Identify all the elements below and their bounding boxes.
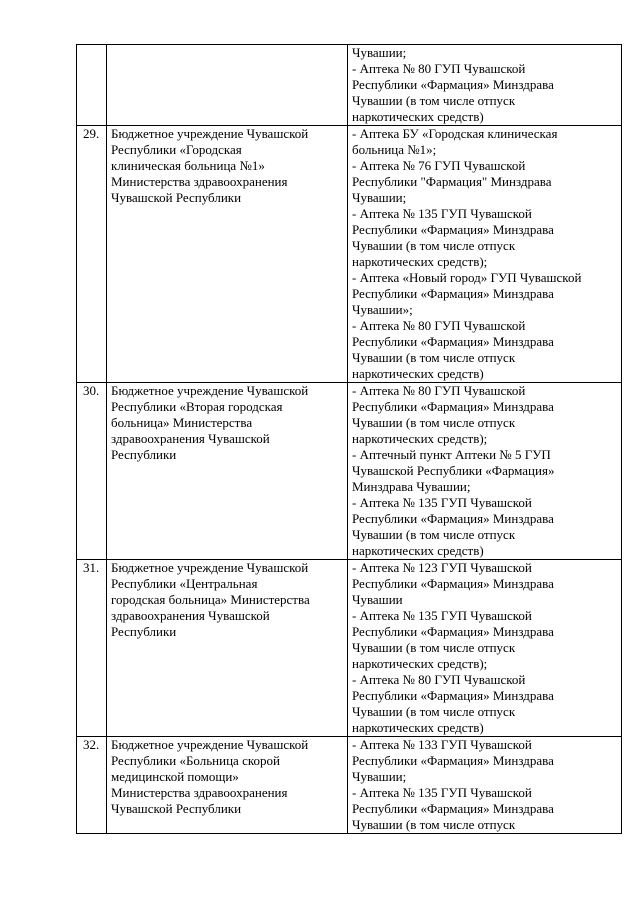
pharmacy-text-line: Чувашии (в том числе отпуск bbox=[352, 527, 516, 542]
pharmacy-text-line: наркотических средств) bbox=[352, 109, 484, 124]
pharmacy-text-line: Чувашии (в том числе отпуск bbox=[352, 238, 516, 253]
pharmacy-cell bbox=[348, 560, 622, 737]
table-row bbox=[77, 383, 622, 560]
institution-text-line: Бюджетное учреждение Чувашской bbox=[111, 560, 309, 575]
pharmacy-cell bbox=[348, 126, 622, 383]
table-row bbox=[77, 126, 622, 383]
pharmacy-text-line: Республики «Фармация» Минздрава bbox=[352, 334, 554, 349]
institution-text-line: Республики bbox=[111, 447, 177, 462]
institution-text-line: Республики bbox=[111, 624, 177, 639]
table-row bbox=[77, 560, 622, 737]
row-number-cell bbox=[77, 737, 107, 834]
institution-text-line: Республики «Вторая городская bbox=[111, 399, 283, 414]
row-number-cell bbox=[77, 560, 107, 737]
pharmacy-text-line: Республики «Фармация» Минздрава bbox=[352, 399, 554, 414]
pharmacy-text-line: Чувашии»; bbox=[352, 302, 413, 317]
pharmacy-text-line: Чувашии bbox=[352, 592, 403, 607]
pharmacy-text-line: наркотических средств); bbox=[352, 656, 488, 671]
table-body bbox=[77, 45, 622, 834]
pharmacy-text-line: - Аптека № 80 ГУП Чувашской bbox=[352, 61, 526, 76]
pharmacy-text-line: Республики «Фармация» Минздрава bbox=[352, 286, 554, 301]
pharmacy-text-line: Чувашской Республики «Фармация» bbox=[352, 463, 555, 478]
table-row bbox=[77, 45, 622, 126]
pharmacy-text-line: - Аптека № 80 ГУП Чувашской bbox=[352, 318, 526, 333]
pharmacy-cell bbox=[348, 45, 622, 126]
pharmacy-text-line: Республики "Фармация" Минздрава bbox=[352, 174, 552, 189]
institution-text-line: клиническая больница №1» bbox=[111, 158, 265, 173]
institution-text-line: Бюджетное учреждение Чувашской bbox=[111, 126, 309, 141]
institution-text-line: здравоохранения Чувашской bbox=[111, 608, 270, 623]
pharmacy-cell bbox=[348, 383, 622, 560]
pharmacy-text-line: - Аптека № 80 ГУП Чувашской bbox=[352, 383, 526, 398]
pharmacy-text-line: Чувашии (в том числе отпуск bbox=[352, 817, 516, 832]
pharmacy-text-line: Республики «Фармация» Минздрава bbox=[352, 222, 554, 237]
institution-cell bbox=[107, 560, 348, 737]
institution-text-line: медицинской помощи» bbox=[111, 769, 239, 784]
pharmacy-text-line: Республики «Фармация» Минздрава bbox=[352, 77, 554, 92]
institution-text-line: Республики «Больница скорой bbox=[111, 753, 280, 768]
pharmacy-text-line: - Аптека БУ «Городская клиническая bbox=[352, 126, 558, 141]
institution-text-line: больница» Министерства bbox=[111, 415, 253, 430]
institution-text-line: Республики «Городская bbox=[111, 142, 242, 157]
pharmacy-text-line: Чувашии; bbox=[352, 45, 407, 60]
row-number bbox=[83, 45, 106, 61]
row-number-cell bbox=[77, 126, 107, 383]
institution-text-line: Бюджетное учреждение Чувашской bbox=[111, 383, 309, 398]
pharmacy-text-line: - Аптека № 135 ГУП Чувашской bbox=[352, 608, 532, 623]
institution-text-line: Чувашской Республики bbox=[111, 801, 242, 816]
pharmacy-text-line: Чувашии (в том числе отпуск bbox=[352, 350, 516, 365]
pharmacy-text-line: Республики «Фармация» Минздрава bbox=[352, 688, 554, 703]
institution-cell bbox=[107, 126, 348, 383]
pharmacy-text-line: наркотических средств); bbox=[352, 254, 488, 269]
pharmacy-text-line: - Аптека № 123 ГУП Чувашской bbox=[352, 560, 532, 575]
pharmacy-text-line: - Аптека № 133 ГУП Чувашской bbox=[352, 737, 532, 752]
pharmacy-text-line: - Аптечный пункт Аптеки № 5 ГУП bbox=[352, 447, 551, 462]
institution-text-line: городская больница» Министерства bbox=[111, 592, 310, 607]
pharmacy-text-line: Чувашии (в том числе отпуск bbox=[352, 415, 516, 430]
pharmacy-text-line: Республики «Фармация» Минздрава bbox=[352, 624, 554, 639]
pharmacy-text-line: - Аптека № 135 ГУП Чувашской bbox=[352, 785, 532, 800]
pharmacy-text-line: Республики «Фармация» Минздрава bbox=[352, 753, 554, 768]
pharmacy-text-line: Чувашии (в том числе отпуск bbox=[352, 93, 516, 108]
row-number-cell bbox=[77, 45, 107, 126]
pharmacy-text-line: Республики «Фармация» Минздрава bbox=[352, 801, 554, 816]
institution-text-line: Министерства здравоохранения bbox=[111, 785, 288, 800]
pharmacy-text-line: Чувашии; bbox=[352, 190, 407, 205]
institution-cell bbox=[107, 737, 348, 834]
pharmacy-text-line: Республики «Фармация» Минздрава bbox=[352, 511, 554, 526]
row-number: 31. bbox=[83, 560, 100, 575]
pharmacy-assignment-table bbox=[76, 44, 622, 834]
pharmacy-text-line: - Аптека № 80 ГУП Чувашской bbox=[352, 672, 526, 687]
pharmacy-text-line: Республики «Фармация» Минздрава bbox=[352, 576, 554, 591]
institution-text-line: Министерства здравоохранения bbox=[111, 174, 288, 189]
pharmacy-text-line: наркотических средств) bbox=[352, 543, 484, 558]
row-number: 29. bbox=[83, 126, 100, 141]
pharmacy-text-line: - Аптека № 135 ГУП Чувашской bbox=[352, 206, 532, 221]
pharmacy-text-line: наркотических средств) bbox=[352, 366, 484, 381]
institution-cell bbox=[107, 45, 348, 126]
pharmacy-text-line: Минздрава Чувашии; bbox=[352, 479, 471, 494]
pharmacy-text-line: больница №1»; bbox=[352, 142, 437, 157]
pharmacy-text-line: Чувашии (в том числе отпуск bbox=[352, 640, 516, 655]
pharmacy-text-line: - Аптека «Новый город» ГУП Чувашской bbox=[352, 270, 582, 285]
pharmacy-text-line: - Аптека № 135 ГУП Чувашской bbox=[352, 495, 532, 510]
institution-text-line: Чувашской Республики bbox=[111, 190, 242, 205]
table-row bbox=[77, 737, 622, 834]
institution-text-line: здравоохранения Чувашской bbox=[111, 431, 270, 446]
pharmacy-text-line: Чувашии; bbox=[352, 769, 407, 784]
institution-text-line: Республики «Центральная bbox=[111, 576, 258, 591]
pharmacy-text-line: - Аптека № 76 ГУП Чувашской bbox=[352, 158, 526, 173]
pharmacy-text-line: наркотических средств) bbox=[352, 720, 484, 735]
row-number-cell bbox=[77, 383, 107, 560]
row-number: 32. bbox=[83, 737, 100, 752]
institution-text-line: Бюджетное учреждение Чувашской bbox=[111, 737, 309, 752]
row-number: 30. bbox=[83, 383, 100, 398]
pharmacy-text-line: наркотических средств); bbox=[352, 431, 488, 446]
institution-cell bbox=[107, 383, 348, 560]
pharmacy-cell bbox=[348, 737, 622, 834]
pharmacy-text-line: Чувашии (в том числе отпуск bbox=[352, 704, 516, 719]
